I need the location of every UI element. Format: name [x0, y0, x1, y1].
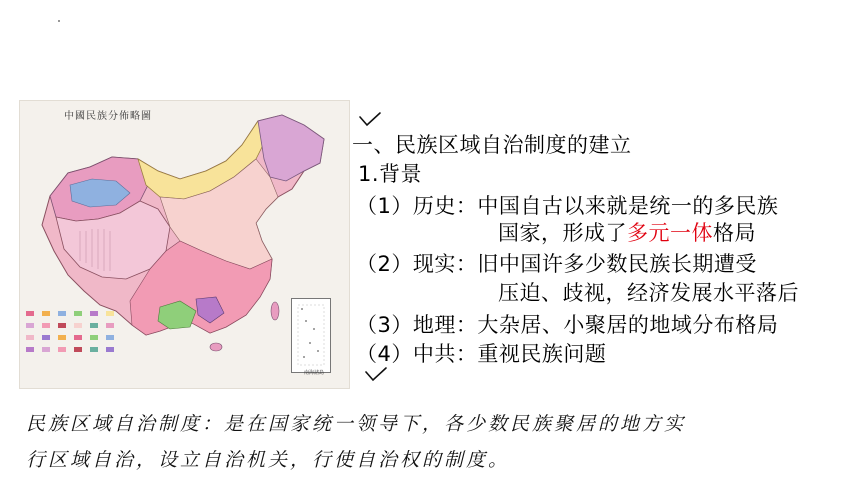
- decorative-dot: [58, 20, 60, 22]
- map-legend: [26, 311, 114, 352]
- item-text: 重视民族问题: [477, 342, 607, 366]
- item-reality-continuation: 压迫、歧视，经济发展水平落后: [498, 281, 799, 305]
- highlight-text: 多元一体: [627, 221, 713, 245]
- item-text: 中国自古以来就是统一的多民族: [477, 194, 779, 218]
- south-sea-inset: [291, 298, 331, 373]
- item-history: [356, 193, 778, 219]
- section-heading: 一、民族区域自治制度的建立: [352, 133, 632, 157]
- item-label: （1）历史：: [356, 194, 478, 218]
- item-text: 大杂居、小聚居的地域分布格局: [477, 313, 779, 337]
- item-reality: [356, 251, 757, 277]
- ethnic-distribution-map: [19, 100, 350, 389]
- item-text: 格局: [713, 221, 756, 245]
- item-label: （3）地理：: [356, 313, 478, 337]
- item-text: 旧中国许多少数民族长期遭受: [477, 252, 757, 276]
- item-label: （2）现实：: [356, 252, 478, 276]
- item-geography: [356, 312, 778, 338]
- inset-label: 南海諸島: [304, 370, 325, 376]
- definition-line-1: 民族区域自治制度：是在国家统一领导下，各少数民族聚居的地方实: [26, 413, 687, 435]
- item-label: （4）中共：: [356, 342, 478, 366]
- definition-line-2: 行区域自治，设立自治机关，行使自治权的制度。: [26, 449, 511, 471]
- checkmark-icon: [358, 110, 382, 128]
- subheading: 1.背景: [358, 162, 423, 186]
- item-cpc: [356, 341, 606, 367]
- map-title: 中國民族分佈略圖: [64, 111, 152, 122]
- item-text: 国家，形成了: [498, 221, 627, 245]
- item-history-continuation: [498, 220, 756, 246]
- checkmark-icon: [364, 365, 388, 383]
